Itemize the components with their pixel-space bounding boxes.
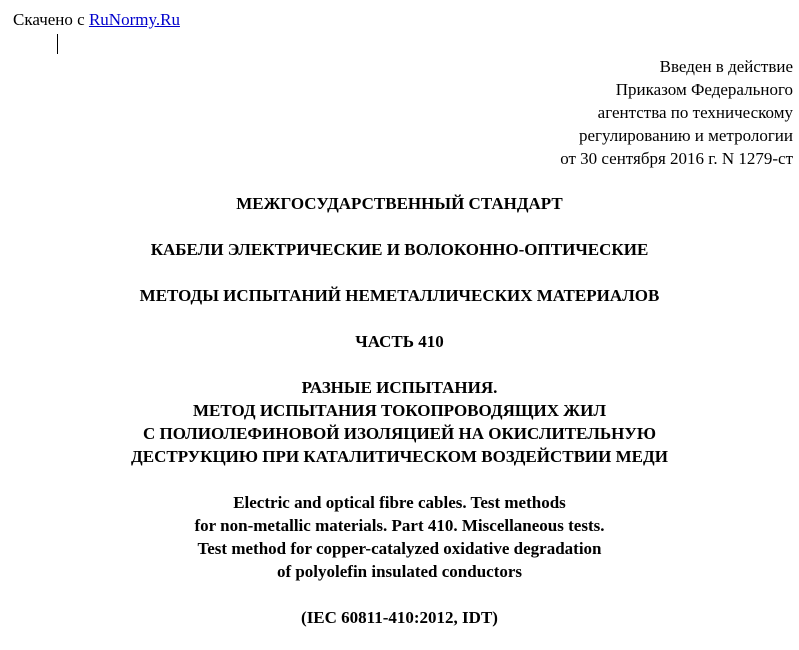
intro-line: агентства по техническому <box>597 103 793 122</box>
title-line-2: МЕТОДЫ ИСПЫТАНИЙ НЕМЕТАЛЛИЧЕСКИХ МАТЕРИАЛОВ <box>139 286 660 305</box>
subtitle-line: РАЗНЫЕ ИСПЫТАНИЯ. <box>301 378 498 397</box>
part-number: ЧАСТЬ 410 <box>355 332 444 351</box>
english-title-line: Test method for copper-catalyzed oxidative degradation <box>197 539 602 558</box>
intro-line: от 30 сентября 2016 г. N 1279-ст <box>560 149 793 168</box>
subtitle-block <box>0 376 799 468</box>
english-title-line: for non-metallic materials. Part 410. Miscellaneous tests. <box>194 516 605 535</box>
subtitle-line: С ПОЛИОЛЕФИНОВОЙ ИЗОЛЯЦИЕЙ НА ОКИСЛИТЕЛЬНУЮ <box>143 424 656 443</box>
introduction-block <box>560 55 793 170</box>
intro-line: регулированию и метрологии <box>578 126 793 145</box>
english-title-block <box>0 491 799 583</box>
english-title-line: Electric and optical fibre cables. Test methods <box>233 493 566 512</box>
source-prefix: Скачено с <box>13 10 85 29</box>
text-cursor <box>57 34 58 54</box>
intro-line: Приказом Федерального <box>615 80 793 99</box>
title-line-1: КАБЕЛИ ЭЛЕКТРИЧЕСКИЕ И ВОЛОКОННО-ОПТИЧЕСКИЕ <box>150 240 649 259</box>
subtitle-line: МЕТОД ИСПЫТАНИЯ ТОКОПРОВОДЯЩИХ ЖИЛ <box>193 401 606 420</box>
intro-line: Введен в действие <box>659 57 793 76</box>
subtitle-line: ДЕСТРУКЦИЮ ПРИ КАТАЛИТИЧЕСКОМ ВОЗДЕЙСТВИИ МЕДИ <box>131 447 668 466</box>
iec-reference: (IEC 60811-410:2012, IDT) <box>301 608 498 627</box>
source-link[interactable]: RuNormy.Ru <box>88 10 180 29</box>
source-line <box>13 9 180 31</box>
standard-type: МЕЖГОСУДАРСТВЕННЫЙ СТАНДАРТ <box>236 194 563 213</box>
english-title-line: of polyolefin insulated conductors <box>276 562 523 581</box>
